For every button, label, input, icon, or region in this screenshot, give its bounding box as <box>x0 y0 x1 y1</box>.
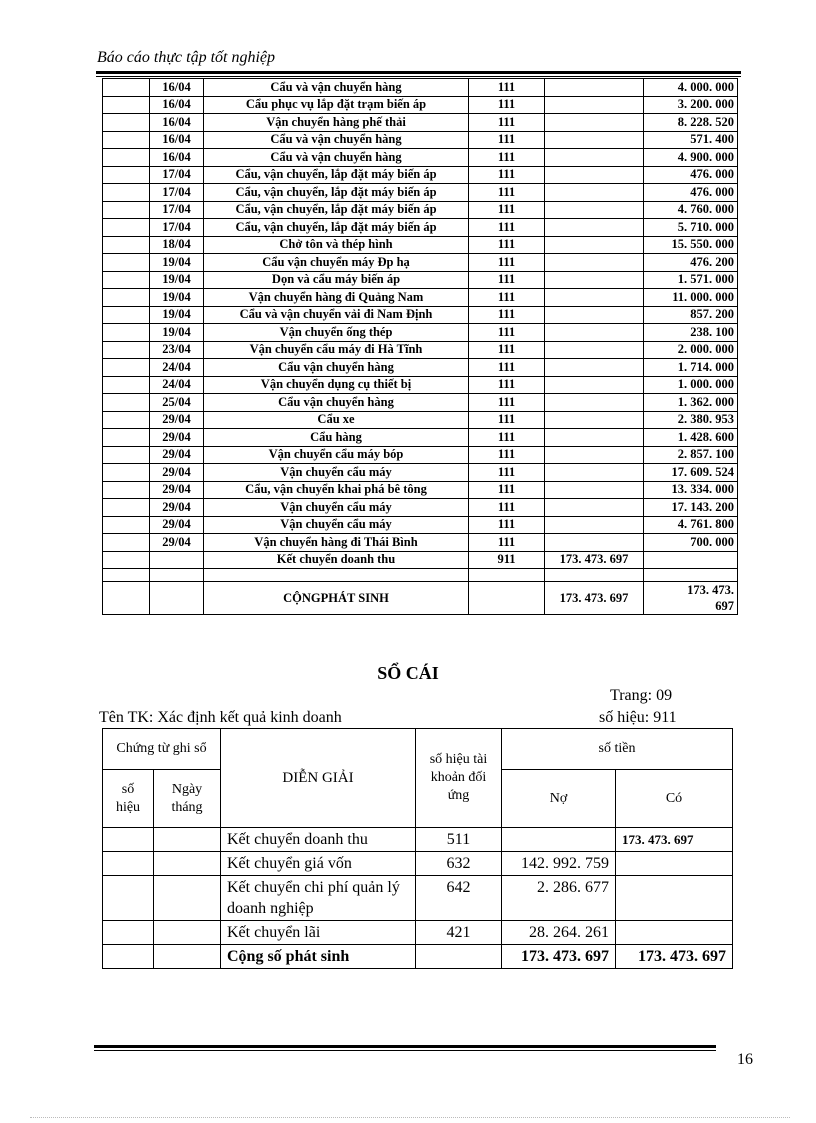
description-cell: Vận chuyển hàng phế thải <box>204 114 469 132</box>
empty-cell <box>103 429 150 447</box>
debit-cell <box>545 201 644 219</box>
debit-cell <box>545 481 644 499</box>
date-cell: 19/04 <box>150 306 204 324</box>
account-cell: 111 <box>469 201 545 219</box>
description-cell: Cẩu phục vụ lắp đặt trạm biến áp <box>204 96 469 114</box>
empty-cell <box>103 96 150 114</box>
table-row <box>103 96 738 114</box>
credit-cell: 3. 200. 000 <box>644 96 738 114</box>
credit-cell: 238. 100 <box>644 324 738 342</box>
empty-cell <box>103 114 150 132</box>
account-cell: 642 <box>416 876 502 921</box>
header-no: Nợ <box>502 770 616 828</box>
debit-cell <box>545 411 644 429</box>
empty-cell <box>103 201 150 219</box>
description-cell: Cẩu, vận chuyển, lắp đặt máy biến áp <box>204 166 469 184</box>
credit-cell: 1. 714. 000 <box>644 359 738 377</box>
date-cell: 29/04 <box>150 481 204 499</box>
empty-cell <box>103 828 154 852</box>
table-row <box>103 236 738 254</box>
table-row <box>103 271 738 289</box>
no-cell: 28. 264. 261 <box>502 921 616 945</box>
date-cell: 25/04 <box>150 394 204 412</box>
credit-cell: 4. 761. 800 <box>644 516 738 534</box>
empty-cell <box>103 359 150 377</box>
date-cell: 29/04 <box>150 464 204 482</box>
credit-cell <box>644 551 738 569</box>
description-cell: Cẩu, vận chuyển, lắp đặt máy biến áp <box>204 219 469 237</box>
description-cell: Vận chuyển cẩu máy bóp <box>204 446 469 464</box>
debit-cell <box>545 534 644 552</box>
credit-cell: 2. 380. 953 <box>644 411 738 429</box>
empty-cell <box>103 499 150 517</box>
credit-cell: 17. 143. 200 <box>644 499 738 517</box>
date-cell: 18/04 <box>150 236 204 254</box>
co-cell <box>616 852 733 876</box>
table-row <box>103 499 738 517</box>
co-cell <box>616 876 733 921</box>
date-cell: 17/04 <box>150 219 204 237</box>
account-cell: 911 <box>469 551 545 569</box>
account-cell: 111 <box>469 481 545 499</box>
debit-cell <box>545 254 644 272</box>
page-edge-dots <box>30 1117 790 1118</box>
total-co: 173. 473. 697 <box>616 945 733 969</box>
description-cell: Cẩu và vận chuyển hàng <box>204 149 469 167</box>
empty-cell <box>103 534 150 552</box>
date-cell: 17/04 <box>150 166 204 184</box>
empty-cell <box>103 236 150 254</box>
credit-cell: 700. 000 <box>644 534 738 552</box>
account-cell: 111 <box>469 271 545 289</box>
table-row <box>103 534 738 552</box>
account-cell: 111 <box>469 184 545 202</box>
empty-cell <box>103 149 150 167</box>
table-row <box>103 876 733 921</box>
empty-cell <box>103 271 150 289</box>
account-cell: 111 <box>469 166 545 184</box>
account-name: Tên TK: Xác định kết quả kinh doanh <box>99 709 342 726</box>
empty-cell <box>103 341 150 359</box>
description-cell: Vận chuyển cẩu máy đi Hà Tĩnh <box>204 341 469 359</box>
description-cell: Cẩu vận chuyển máy Đp hạ <box>204 254 469 272</box>
description-cell: Cẩu, vận chuyển khai phá bê tông <box>204 481 469 499</box>
credit-cell: 1. 428. 600 <box>644 429 738 447</box>
account-cell: 111 <box>469 376 545 394</box>
table-row <box>103 79 738 97</box>
date-cell: 16/04 <box>150 96 204 114</box>
description-cell: Vận chuyển dụng cụ thiết bị <box>204 376 469 394</box>
desc-cell: Kết chuyển lãi <box>221 921 416 945</box>
date-cell: 19/04 <box>150 289 204 307</box>
ledger-total-row <box>103 582 738 615</box>
credit-cell: 4. 760. 000 <box>644 201 738 219</box>
table-row <box>103 569 738 582</box>
debit-cell <box>545 184 644 202</box>
credit-cell: 11. 000. 000 <box>644 289 738 307</box>
description-cell: Cẩu và vận chuyển hàng <box>204 131 469 149</box>
total-desc: Cộng số phát sinh <box>221 945 416 969</box>
account-cell: 111 <box>469 516 545 534</box>
date-cell: 23/04 <box>150 341 204 359</box>
no-cell: 142. 992. 759 <box>502 852 616 876</box>
account-cell: 111 <box>469 149 545 167</box>
credit-cell: 476. 200 <box>644 254 738 272</box>
account-number: số hiệu: 911 <box>599 709 677 726</box>
debit-cell <box>545 341 644 359</box>
credit-cell: 857. 200 <box>644 306 738 324</box>
desc-cell: Kết chuyển giá vốn <box>221 852 416 876</box>
table-row <box>103 201 738 219</box>
description-cell: Kết chuyển doanh thu <box>204 551 469 569</box>
account-cell: 111 <box>469 446 545 464</box>
account-cell: 111 <box>469 79 545 97</box>
credit-cell: 1. 000. 000 <box>644 376 738 394</box>
credit-cell: 476. 000 <box>644 166 738 184</box>
total-label: CỘNGPHÁT SINH <box>204 582 469 615</box>
account-cell: 111 <box>469 96 545 114</box>
date-cell: 29/04 <box>150 499 204 517</box>
table-row <box>103 219 738 237</box>
credit-cell: 8. 228. 520 <box>644 114 738 132</box>
empty-cell <box>103 131 150 149</box>
account-cell: 111 <box>469 236 545 254</box>
credit-cell: 1. 362. 000 <box>644 394 738 412</box>
date-cell: 19/04 <box>150 271 204 289</box>
description-cell: Vận chuyển ống thép <box>204 324 469 342</box>
account-cell: 632 <box>416 852 502 876</box>
account-cell: 111 <box>469 464 545 482</box>
description-cell: Cẩu, vận chuyển, lắp đặt máy biến áp <box>204 184 469 202</box>
header-rule <box>96 71 741 74</box>
date-cell: 24/04 <box>150 359 204 377</box>
header-tk-doi-ung: số hiệu tài khoản đối ứng <box>416 729 502 828</box>
co-cell <box>616 921 733 945</box>
credit-cell: 5. 710. 000 <box>644 219 738 237</box>
account-cell: 111 <box>469 341 545 359</box>
date-cell: 19/04 <box>150 254 204 272</box>
debit-cell <box>545 464 644 482</box>
co-cell: 173. 473. 697 <box>616 828 733 852</box>
debit-cell <box>545 166 644 184</box>
account-cell: 111 <box>469 324 545 342</box>
debit-cell <box>545 149 644 167</box>
empty-cell <box>103 166 150 184</box>
page-label: Trang: 09 <box>610 687 673 704</box>
description-cell: Vận chuyển hàng đi Thái Bình <box>204 534 469 552</box>
account-cell: 111 <box>469 254 545 272</box>
table-row <box>103 516 738 534</box>
empty-cell <box>103 516 150 534</box>
date-cell: 17/04 <box>150 201 204 219</box>
debit-cell <box>545 394 644 412</box>
empty-cell <box>103 852 154 876</box>
table-row <box>103 254 738 272</box>
header-rule-thin <box>96 76 741 77</box>
desc-cell: Kết chuyển chi phí quản lý doanh nghiệp <box>221 876 416 921</box>
debit-cell: 173. 473. 697 <box>545 551 644 569</box>
date-cell: 16/04 <box>150 131 204 149</box>
debit-cell <box>545 376 644 394</box>
date-cell: 16/04 <box>150 79 204 97</box>
empty-cell <box>103 376 150 394</box>
debit-cell <box>545 96 644 114</box>
table-row <box>103 114 738 132</box>
description-cell: Vận chuyển cẩu máy <box>204 464 469 482</box>
empty-cell <box>154 852 221 876</box>
credit-cell: 17. 609. 524 <box>644 464 738 482</box>
account-cell: 111 <box>469 114 545 132</box>
empty-cell <box>103 184 150 202</box>
header-so-hieu: số hiệu <box>103 770 154 828</box>
credit-cell: 4. 000. 000 <box>644 79 738 97</box>
no-cell: 2. 286. 677 <box>502 876 616 921</box>
revenue-ledger-table <box>102 78 738 615</box>
credit-cell: 571. 400 <box>644 131 738 149</box>
debit-cell <box>545 324 644 342</box>
table-row <box>103 852 733 876</box>
empty-cell <box>103 289 150 307</box>
date-cell: 29/04 <box>150 411 204 429</box>
no-cell <box>502 828 616 852</box>
debit-cell <box>545 219 644 237</box>
description-cell: Chở tôn và thép hình <box>204 236 469 254</box>
empty-cell <box>103 306 150 324</box>
account-cell: 111 <box>469 131 545 149</box>
header-ngay-thang: Ngày tháng <box>154 770 221 828</box>
page-number: 16 <box>737 1051 753 1068</box>
debit-cell <box>545 131 644 149</box>
account-cell: 511 <box>416 828 502 852</box>
empty-cell <box>103 324 150 342</box>
account-cell: 111 <box>469 499 545 517</box>
date-cell <box>150 551 204 569</box>
credit-cell: 4. 900. 000 <box>644 149 738 167</box>
date-cell: 17/04 <box>150 184 204 202</box>
table-row <box>103 184 738 202</box>
empty-cell <box>154 876 221 921</box>
debit-cell <box>545 114 644 132</box>
account-cell: 421 <box>416 921 502 945</box>
credit-cell: 476. 000 <box>644 184 738 202</box>
table-row <box>103 446 738 464</box>
empty-cell <box>103 411 150 429</box>
empty-cell <box>103 79 150 97</box>
date-cell: 29/04 <box>150 516 204 534</box>
so-cai-title: SỔ CÁI <box>377 663 439 683</box>
date-cell: 16/04 <box>150 114 204 132</box>
desc-cell: Kết chuyển doanh thu <box>221 828 416 852</box>
table-row <box>103 341 738 359</box>
footer-rule-thin <box>94 1050 716 1051</box>
empty-cell <box>103 219 150 237</box>
debit-cell <box>545 446 644 464</box>
table-row <box>103 359 738 377</box>
credit-cell: 15. 550. 000 <box>644 236 738 254</box>
description-cell: Vận chuyển cẩu máy <box>204 516 469 534</box>
debit-cell <box>545 516 644 534</box>
description-cell: Cẩu vận chuyển hàng <box>204 394 469 412</box>
header-dien-giai: DIỄN GIẢI <box>221 729 416 828</box>
empty-cell <box>154 921 221 945</box>
table-row <box>103 131 738 149</box>
header-chung-tu: Chứng từ ghi sổ <box>103 729 221 770</box>
debit-cell <box>545 271 644 289</box>
footer-rule <box>94 1045 716 1048</box>
description-cell: Cẩu hàng <box>204 429 469 447</box>
description-cell: Dọn và cẩu máy biến áp <box>204 271 469 289</box>
table-row <box>103 149 738 167</box>
debit-cell <box>545 429 644 447</box>
account-cell: 111 <box>469 534 545 552</box>
table-row <box>103 551 738 569</box>
table-row <box>103 429 738 447</box>
date-cell: 29/04 <box>150 534 204 552</box>
description-cell: Cẩu xe <box>204 411 469 429</box>
table-row <box>103 464 738 482</box>
header-co: Có <box>616 770 733 828</box>
date-cell: 29/04 <box>150 446 204 464</box>
description-cell: Cẩu, vận chuyển, lắp đặt máy biến áp <box>204 201 469 219</box>
empty-cell <box>103 446 150 464</box>
debit-cell <box>545 79 644 97</box>
credit-cell: 13. 334. 000 <box>644 481 738 499</box>
table-row <box>103 481 738 499</box>
account-cell: 111 <box>469 219 545 237</box>
empty-cell <box>154 828 221 852</box>
empty-cell <box>103 551 150 569</box>
account-cell: 111 <box>469 429 545 447</box>
table-row <box>103 921 733 945</box>
table-row <box>103 166 738 184</box>
general-ledger-table <box>102 728 733 969</box>
total-no: 173. 473. 697 <box>502 945 616 969</box>
empty-cell <box>103 876 154 921</box>
account-cell: 111 <box>469 394 545 412</box>
empty-cell <box>103 481 150 499</box>
account-cell: 111 <box>469 411 545 429</box>
account-cell: 111 <box>469 289 545 307</box>
empty-cell <box>103 394 150 412</box>
date-cell: 19/04 <box>150 324 204 342</box>
table-row <box>103 394 738 412</box>
table-row <box>103 289 738 307</box>
date-cell: 29/04 <box>150 429 204 447</box>
debit-cell <box>545 236 644 254</box>
credit-cell: 1. 571. 000 <box>644 271 738 289</box>
description-cell: Vận chuyển hàng đi Quảng Nam <box>204 289 469 307</box>
credit-cell: 2. 857. 100 <box>644 446 738 464</box>
total-debit: 173. 473. 697 <box>545 582 644 615</box>
table-row <box>103 376 738 394</box>
table-row <box>103 828 733 852</box>
empty-cell <box>103 921 154 945</box>
date-cell: 16/04 <box>150 149 204 167</box>
debit-cell <box>545 359 644 377</box>
description-cell: Cẩu và vận chuyển hàng <box>204 79 469 97</box>
description-cell: Vận chuyển cẩu máy <box>204 499 469 517</box>
date-cell: 24/04 <box>150 376 204 394</box>
account-cell: 111 <box>469 306 545 324</box>
table-row <box>103 324 738 342</box>
description-cell: Cẩu và vận chuyển vải đi Nam Định <box>204 306 469 324</box>
debit-cell <box>545 499 644 517</box>
header-so-tien: số tiền <box>502 729 733 770</box>
table-row <box>103 411 738 429</box>
total-credit: 173. 473. 697 <box>644 582 738 615</box>
empty-cell <box>103 254 150 272</box>
description-cell: Cẩu vận chuyển hàng <box>204 359 469 377</box>
so-cai-total-row <box>103 945 733 969</box>
table-row <box>103 306 738 324</box>
report-header-title: Báo cáo thực tập tốt nghiệp <box>97 49 276 66</box>
debit-cell <box>545 289 644 307</box>
debit-cell <box>545 306 644 324</box>
credit-cell: 2. 000. 000 <box>644 341 738 359</box>
empty-cell <box>103 464 150 482</box>
account-cell: 111 <box>469 359 545 377</box>
